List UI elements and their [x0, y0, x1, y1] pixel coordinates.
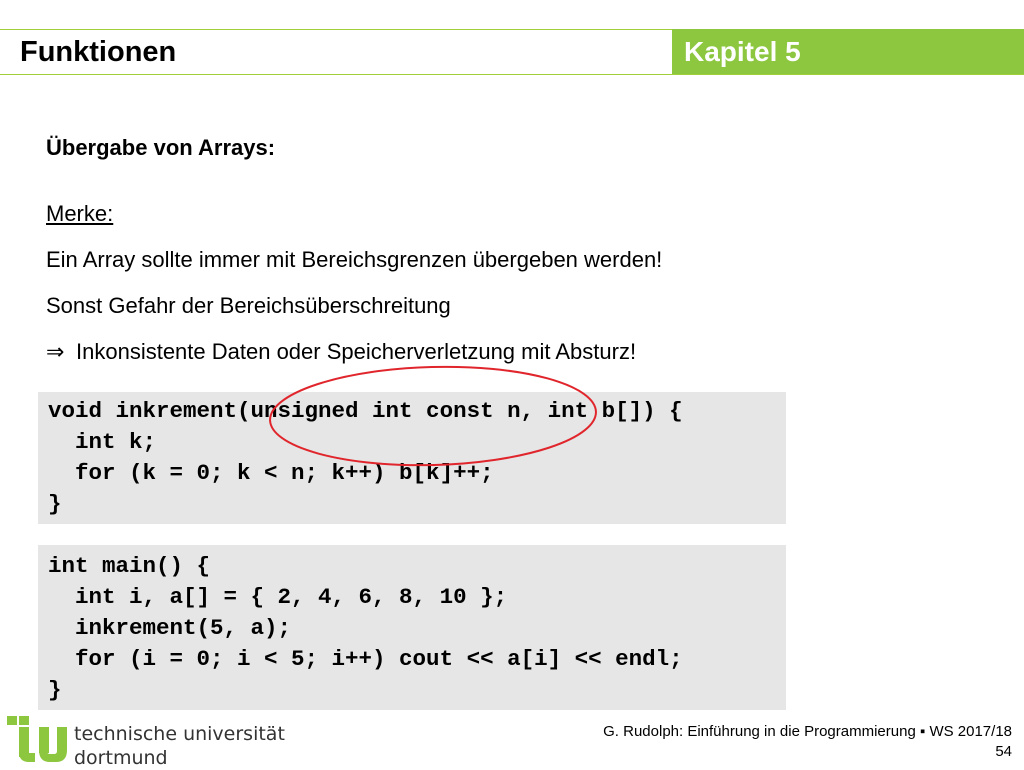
note-label: Merke: [46, 201, 114, 226]
university-name [74, 722, 285, 770]
note-line-3 [46, 339, 636, 365]
code-block-main [38, 545, 786, 710]
code-block-function [38, 392, 786, 524]
note-line-2: Sonst Gefahr der Bereichsüberschreitung [46, 293, 451, 318]
code-line: int k; [48, 429, 157, 455]
code-line: } [48, 491, 62, 517]
footer-credit: G. Rudolph: Einführung in die Programmierung ▪ WS 2017/18 [603, 723, 1012, 740]
page-number: 54 [995, 743, 1012, 760]
section-heading: Übergabe von Arrays: [46, 135, 276, 160]
chapter-label: Kapitel 5 [684, 36, 801, 67]
code-line: for (k = 0; k < n; k++) b[k]++; [48, 460, 494, 486]
slide-title: Funktionen [20, 36, 177, 68]
university-name-line-2: dortmund [74, 747, 168, 769]
code-line: inkrement(5, a); [48, 615, 292, 641]
header-bottom-rule [0, 74, 1024, 75]
code-line: int i, a[] = { 2, 4, 6, 8, 10 }; [48, 584, 508, 610]
tu-logo-icon [6, 714, 70, 764]
university-name-line-1: technische universität [74, 723, 285, 745]
code-line: for (i = 0; i < 5; i++) cout << a[i] << endl; [48, 646, 683, 672]
code-line: void inkrement(unsigned int const n, int b[]) { [48, 398, 683, 424]
chapter-badge [672, 29, 1024, 75]
note-line-3-text: Inkonsistente Daten oder Speicherverletzung mit Absturz! [76, 339, 637, 364]
implies-icon: ⇒ [46, 339, 65, 364]
code-line: } [48, 677, 62, 703]
footer [603, 722, 1012, 762]
code-line: int main() { [48, 553, 211, 579]
note-line-1: Ein Array sollte immer mit Bereichsgrenzen übergeben werden! [46, 247, 663, 272]
